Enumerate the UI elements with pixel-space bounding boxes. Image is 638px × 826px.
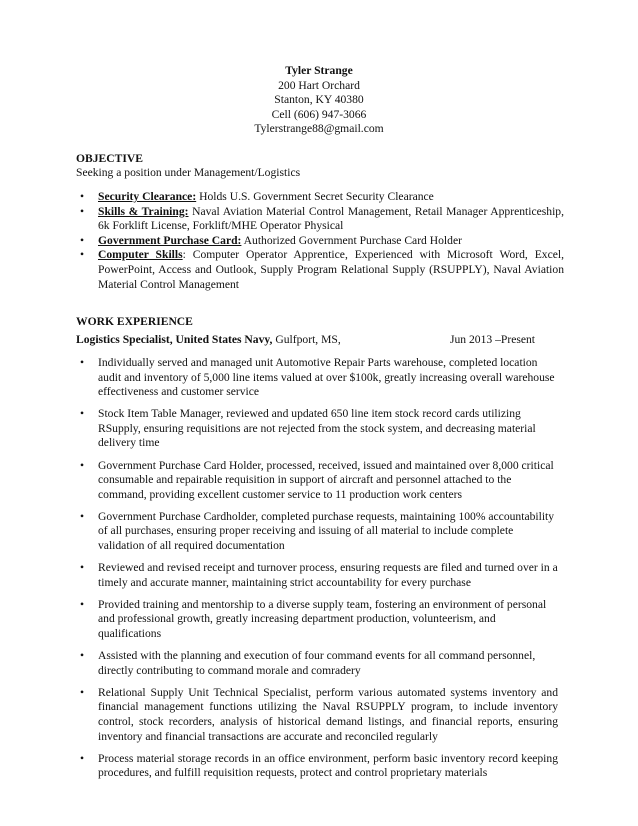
bullet-text: Government Purchase Cardholder, completed purchase requests, maintaining 100% accountability of all purchases, ensuring proper receiving and issuing of all material to include complete validation of all required documentation: [98, 509, 555, 553]
bullet-text: Provided training and mentorship to a diverse supply team, fostering an environment of personal and professional growth, greatly increasing department production, volunteerism, and qualifications: [98, 597, 547, 640]
bullet-icon: •: [80, 407, 85, 421]
item-label: Computer Skills: [98, 248, 183, 262]
bullet-icon: •: [80, 649, 85, 663]
objective-heading: OBJECTIVE: [76, 152, 144, 165]
item-label: Government Purchase Card:: [98, 233, 242, 247]
bullet-text: Government Purchase Card Holder, processed, received, issued and maintained over 8,000 critical consumable and repairable requisition in support of aircraft and personnel attached to the command, providing excellent customer service to 11 production work centers: [98, 458, 554, 501]
phone-number: Cell (606) 947-3066: [271, 107, 367, 121]
work-heading: WORK EXPERIENCE: [76, 315, 193, 328]
job-dates: Jun 2013 –Present: [450, 333, 536, 346]
list-item: [76, 598, 558, 642]
list-item: [76, 459, 558, 503]
contact-header: [0, 64, 638, 137]
objective-text: Seeking a position under Management/Logistics: [76, 166, 301, 179]
job-title-line: [76, 333, 566, 348]
item-text: : Computer Operator Apprentice, Experienced with Microsoft Word, Excel, PowerPoint, Access and Outlook, Supply Program Relational Supply (RSUPPLY), Naval Aviation Material Control Management: [98, 248, 564, 291]
bullet-text: Stock Item Table Manager, reviewed and updated 650 line item stock record cards utilizing RSupply, ensuring requisitions are not rejected from the stock system, and decreasing material delivery time: [98, 407, 536, 450]
bullet-text: Relational Supply Unit Technical Specialist, perform various automated systems inventory and financial management functions utilizing the Naval RSUPPLY program, to include inventory control, stock recorders, analysis of historical demand listings, and financial reports, ensuring inventory and financial transactions are accurate and reconciled regularly: [98, 685, 558, 743]
list-item: [76, 248, 564, 292]
bullet-icon: •: [80, 356, 85, 369]
bullet-text: Reviewed and revised receipt and turnover process, ensuring requests are filed and turned over in a timely and accurate manner, maintaining strict accountability for every purchase: [98, 561, 558, 589]
bullet-text: Assisted with the planning and execution of four command events for all command personnel, directly contributing to command morale and comradery: [98, 649, 536, 677]
bullet-icon: •: [80, 248, 85, 262]
list-item: [76, 407, 558, 451]
bullet-icon: •: [80, 685, 85, 699]
item-label: Security Clearance:: [98, 190, 197, 203]
item-text: Naval Aviation Material Control Management, Retail Manager Apprenticeship, 6k Forklift License, Forklift/MHE Operator Physical: [98, 204, 564, 233]
address-line-2: Stanton, KY 40380: [274, 93, 364, 107]
list-item: [76, 356, 558, 400]
bullet-icon: •: [80, 751, 85, 765]
item-text: Authorized Government Purchase Card Holder: [241, 233, 462, 247]
email-address: Tylerstrange88@gmail.com: [254, 122, 384, 136]
bullet-icon: •: [80, 597, 85, 611]
bullet-icon: •: [80, 561, 85, 575]
job-title: Logistics Specialist, United States Navy,: [76, 333, 273, 346]
item-text: Holds U.S. Government Secret Security Clearance: [196, 190, 434, 203]
work-bullets: [76, 356, 558, 788]
list-item: [76, 686, 558, 744]
list-item: [76, 561, 558, 590]
list-item: [76, 234, 564, 249]
bullet-text: Individually served and managed unit Automotive Repair Parts warehouse, completed location audit and inventory of 5,000 line items valued at over $100k, greatly increasing overall warehouse effectiveness and customer service: [98, 356, 555, 399]
list-item: [76, 510, 558, 554]
item-label: Skills & Training:: [98, 204, 189, 218]
address-line-1: 200 Hart Orchard: [278, 78, 360, 92]
list-item: [76, 205, 564, 234]
bullet-icon: •: [80, 190, 85, 203]
bullet-icon: •: [80, 204, 85, 218]
bullet-icon: •: [80, 509, 85, 523]
list-item: [76, 649, 558, 678]
bullet-text: Process material storage records in an office environment, perform basic inventory record keeping procedures, and fulfill requisition requests, protect and control proprietary materials: [98, 751, 558, 780]
list-item: [76, 752, 558, 781]
job-location: Gulfport, MS,: [272, 333, 341, 346]
bullet-icon: •: [80, 233, 85, 247]
bullet-icon: •: [80, 458, 85, 472]
candidate-name: Tyler Strange: [285, 64, 353, 77]
objective-list: [76, 190, 564, 292]
list-item: [76, 190, 564, 205]
